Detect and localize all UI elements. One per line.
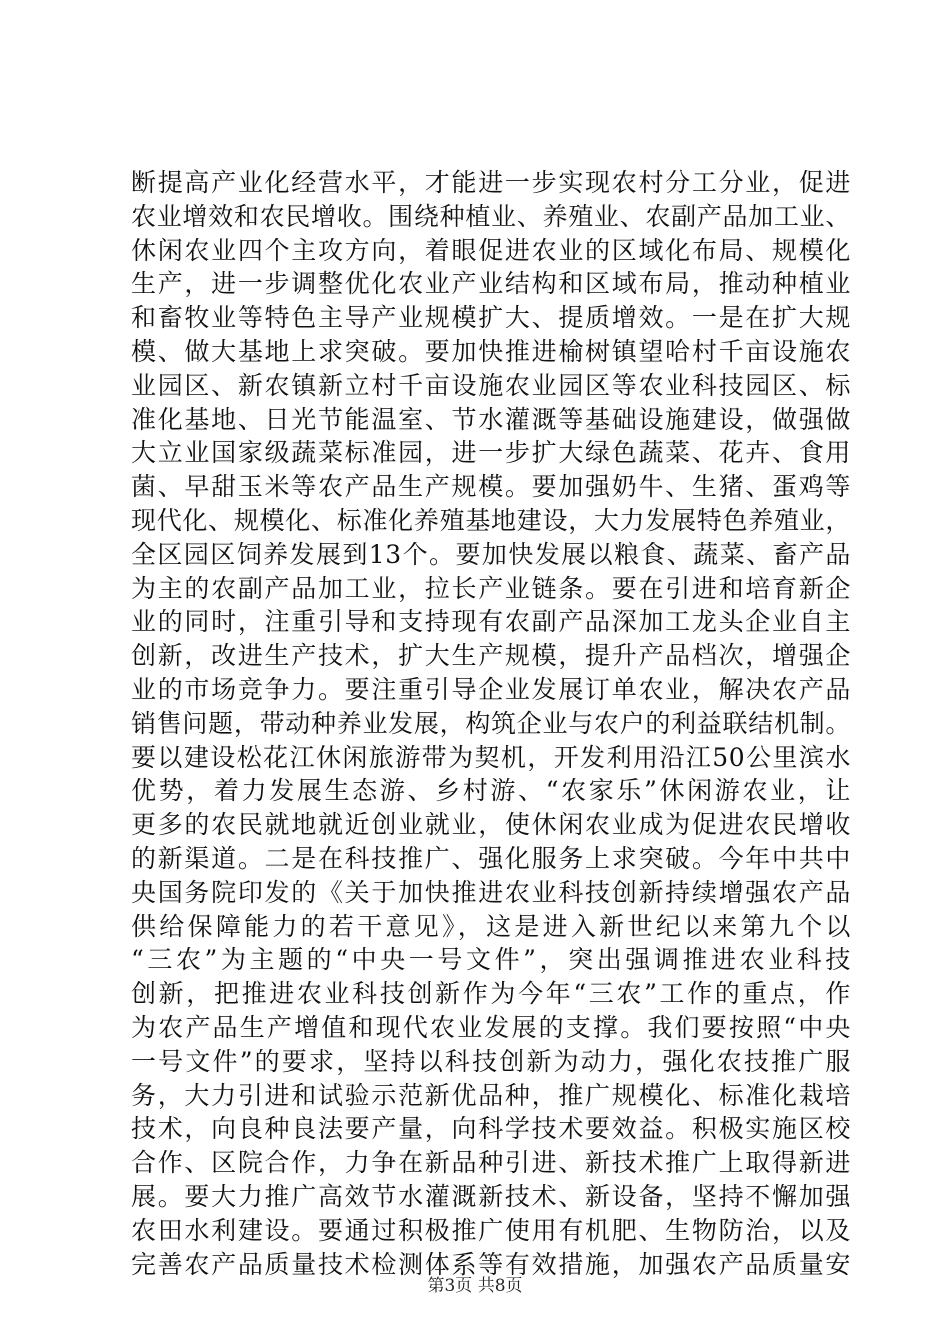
text-line: 全区园区饲养发展到13个。要加快发展以粮食、蔬菜、畜产品: [131, 539, 851, 569]
text-line: 央国务院印发的《关于加快推进农业科技创新持续增强农产品: [131, 877, 851, 907]
text-line: 完善农产品质量技术检测体系等有效措施，加强农产品质量安: [131, 1249, 851, 1279]
text-line: 要以建设松花江休闲旅游带为契机，开发利用沿江50公里滨水: [131, 742, 851, 772]
text-line: 断提高产业化经营水平，才能进一步实现农村分工分业，促进: [131, 168, 851, 197]
text-line: 销售问题，带动种养业发展，构筑企业与农户的利益联结机制。: [131, 708, 851, 738]
text-line: 现代化、规模化、标准化养殖基地建设，大力发展特色养殖业，: [131, 505, 851, 535]
text-line: 创新，改进生产技术，扩大生产规模，提升产品档次，增强企: [131, 641, 851, 671]
text-line: 更多的农民就地就近创业就业，使休闲农业成为促进农民增收: [131, 810, 851, 840]
text-line: 业园区、新农镇新立村千亩设施农业园区等农业科技园区、标: [131, 370, 851, 400]
text-line: 和畜牧业等特色主导产业规模扩大、提质增效。一是在扩大规: [131, 303, 851, 333]
text-line: 农田水利建设。要通过积极推广使用有机肥、生物防治，以及: [131, 1215, 851, 1245]
text-line: 准化基地、日光节能温室、节水灌溉等基础设施建设，做强做: [131, 404, 851, 434]
text-line: “三农”为主题的“中央一号文件”，突出强调推进农业科技: [131, 945, 851, 975]
text-line: 菌、早甜玉米等农产品生产规模。要加强奶牛、生猪、蛋鸡等: [131, 472, 851, 502]
text-line: 业的市场竞争力。要注重引导企业发展订单农业，解决农产品: [131, 674, 851, 704]
text-line: 为主的农副产品加工业，拉长产业链条。要在引进和培育新企: [131, 573, 851, 603]
page-number-footer: 第3页 共8页: [427, 1276, 523, 1296]
text-line: 供给保障能力的若干意见》，这是进入新世纪以来第九个以: [131, 911, 851, 941]
text-line: 的新渠道。二是在科技推广、强化服务上求突破。今年中共中: [131, 843, 851, 873]
text-line: 务，大力引进和试验示范新优品种，推广规模化、标准化栽培: [131, 1080, 851, 1110]
text-line: 一号文件”的要求，坚持以科技创新为动力，强化农技推广服: [131, 1046, 851, 1076]
text-line: 展。要大力推广高效节水灌溉新技术、新设备，坚持不懈加强: [131, 1181, 851, 1211]
text-line: 技术，向良种良法要产量，向科学技术要效益。积极实施区校: [131, 1114, 851, 1144]
text-line: 合作、区院合作，力争在新品种引进、新技术推广上取得新进: [131, 1148, 851, 1178]
text-line: 大立业国家级蔬菜标准园，进一步扩大绿色蔬菜、花卉、食用: [131, 438, 851, 468]
text-line: 为农产品生产增值和现代农业发展的支撑。我们要按照“中央: [131, 1012, 851, 1042]
text-line: 业的同时，注重引导和支持现有农副产品深加工龙头企业自主: [131, 607, 851, 637]
text-line: 农业增效和农民增收。围绕种植业、养殖业、农副产品加工业、: [131, 201, 851, 231]
document-body: [131, 166, 851, 1281]
text-line: 模、做大基地上求突破。要加快推进榆树镇望哈村千亩设施农: [131, 336, 851, 366]
text-line: 创新，把推进农业科技创新作为今年“三农”工作的重点，作: [131, 979, 851, 1009]
text-line: 生产，进一步调整优化农业产业结构和区域布局，推动种植业: [131, 269, 851, 299]
text-line: 休闲农业四个主攻方向，着眼促进农业的区域化布局、规模化: [131, 235, 851, 265]
text-line: 优势，着力发展生态游、乡村游、“农家乐”休闲游农业，让: [131, 776, 851, 806]
